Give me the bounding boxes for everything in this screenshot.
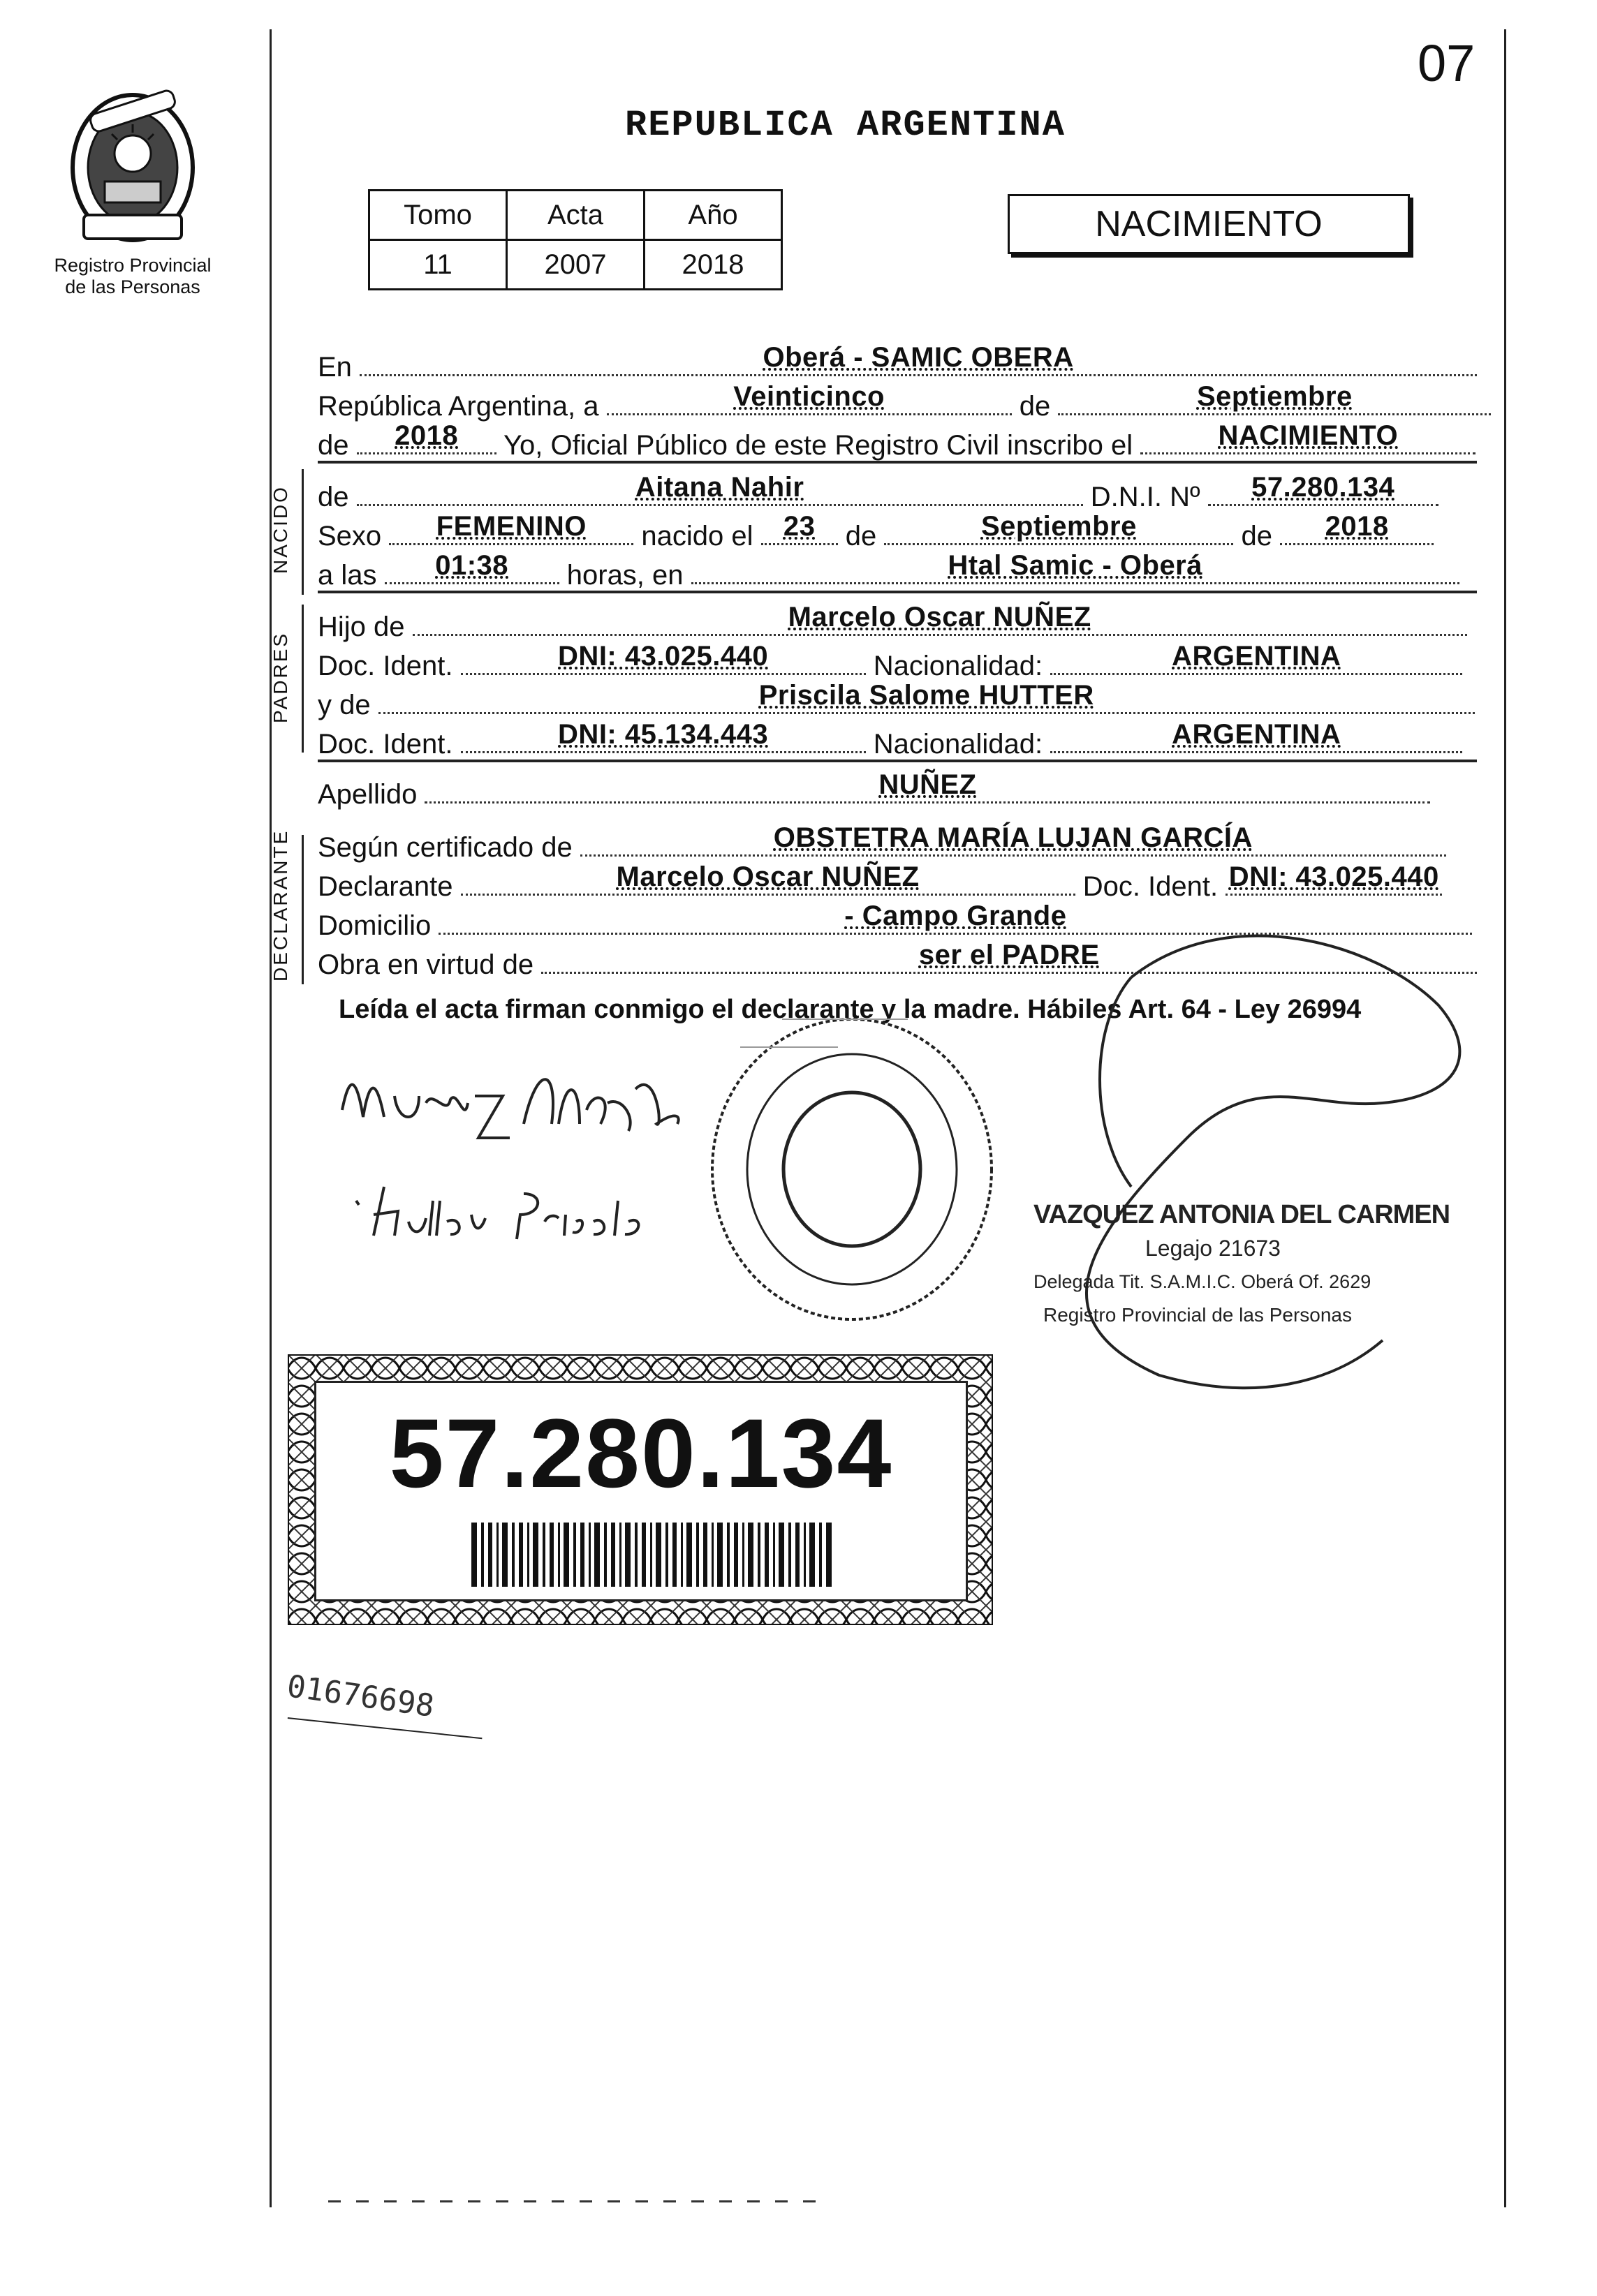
padre-nac-field	[1050, 641, 1462, 675]
doc-label: Doc. Ident.	[318, 651, 453, 681]
sexo-value: FEMENINO	[436, 511, 587, 542]
declarante-section-label: DECLARANTE	[270, 829, 291, 982]
hora-row	[318, 550, 1459, 592]
round-stamp-icon	[698, 1005, 1006, 1333]
padre-nac-value: ARGENTINA	[1172, 641, 1341, 672]
registro-table	[368, 189, 783, 290]
left-margin-line	[270, 29, 272, 2207]
dia-value: Veinticinco	[733, 381, 885, 412]
declarante-doc-value: DNI: 43.025.440	[1228, 861, 1439, 892]
lugar-value: Oberá - SAMIC OBERA	[763, 342, 1074, 373]
hijo-label: Hijo de	[318, 612, 405, 642]
inscripcion-row	[318, 420, 1475, 462]
domicilio-label: Domicilio	[318, 910, 432, 941]
declarante-field	[461, 861, 1075, 896]
dia-field	[761, 511, 838, 545]
mes-value: Septiembre	[1196, 381, 1353, 412]
anio-field	[1280, 511, 1434, 545]
stamp-name: VAZQUEZ ANTONIA DEL CARMEN	[1033, 1200, 1450, 1229]
stamp-registro: Registro Provincial de las Personas	[1043, 1304, 1352, 1326]
nombre-row	[318, 472, 1438, 514]
yo-text: Yo, Oficial Público de este Registro Civil inscribo el	[503, 430, 1133, 461]
sexo-label: Sexo	[318, 521, 382, 551]
nacido-label: nacido el	[641, 521, 753, 551]
padres-section-label: PADRES	[270, 631, 291, 723]
madre-doc-field	[461, 719, 866, 753]
nacionalidad-label: Nacionalidad:	[873, 729, 1043, 760]
control-underline	[288, 1717, 483, 1739]
divider-3	[318, 760, 1477, 762]
nacido-section-label: NACIDO	[270, 485, 291, 574]
padre-doc-value: DNI: 43.025.440	[558, 641, 769, 672]
padre-field	[413, 602, 1467, 636]
acta-header: Acta	[507, 191, 645, 240]
madre-row	[318, 680, 1475, 722]
control-number: 01676698	[284, 1668, 436, 1724]
anio-value: 2018	[395, 420, 459, 451]
anio-value: 2018	[645, 240, 782, 290]
apellido-value: NUÑEZ	[878, 769, 977, 800]
domicilio-value: - Campo Grande	[844, 901, 1067, 931]
virtud-value: ser el PADRE	[918, 940, 1100, 970]
certificado-row	[318, 822, 1446, 864]
apellido-field	[425, 769, 1430, 803]
lugar-nacimiento-value: Htal Samic - Oberá	[948, 550, 1202, 581]
anio-field	[357, 420, 496, 454]
nombre-value: Aitana Nahir	[635, 472, 804, 503]
tipo-field	[1140, 420, 1475, 454]
doc-label: Doc. Ident.	[1082, 871, 1219, 902]
nacido-bracket	[302, 469, 304, 595]
declarante-label: Declarante	[318, 871, 453, 902]
stamp-legajo: Legajo 21673	[1145, 1236, 1281, 1261]
madre-value: Priscila Salome HUTTER	[758, 680, 1094, 711]
official-stamp	[1033, 1198, 1450, 1332]
de-label: de	[318, 482, 349, 512]
barcode-icon	[471, 1523, 834, 1587]
tomo-header: Tomo	[369, 191, 507, 240]
madre-nac-field	[1050, 719, 1462, 753]
padre-row	[318, 602, 1467, 644]
lugar-nacimiento-field	[691, 550, 1459, 584]
alas-label: a las	[318, 560, 377, 591]
madre-nac-value: ARGENTINA	[1172, 719, 1341, 750]
declarante-value: Marcelo Oscar NUÑEZ	[616, 861, 920, 892]
de-label: de	[1241, 521, 1273, 551]
madre-doc-value: DNI: 45.134.443	[558, 719, 769, 750]
en-row	[318, 342, 1477, 384]
fecha-row	[318, 381, 1491, 423]
divider-2	[318, 591, 1477, 593]
de-label: de	[1019, 391, 1051, 422]
hora-field	[385, 550, 559, 584]
anio-value: 2018	[1325, 511, 1389, 542]
republica-label: República Argentina, a	[318, 391, 599, 422]
page-title: REPUBLICA ARGENTINA	[625, 105, 1066, 146]
dni-label-number: 57.280.134	[389, 1398, 893, 1508]
misiones-seal-icon	[56, 84, 209, 251]
mes-field	[1058, 381, 1491, 415]
dni-field	[1208, 472, 1438, 506]
padre-doc-row	[318, 641, 1462, 683]
anio-header: Año	[645, 191, 782, 240]
declarante-bracket	[302, 835, 304, 984]
yde-label: y de	[318, 690, 371, 720]
madre-field	[378, 680, 1475, 714]
sexo-row	[318, 511, 1434, 553]
madre-doc-row	[318, 719, 1462, 761]
logo-label-line2: de las Personas	[65, 276, 200, 297]
certificado-field	[580, 822, 1446, 857]
nacionalidad-label: Nacionalidad:	[873, 651, 1043, 681]
right-margin-line	[1504, 29, 1506, 2207]
dia-field	[607, 381, 1012, 415]
sexo-field	[389, 511, 633, 545]
nombre-field	[357, 472, 1083, 506]
dni-label-inner	[314, 1381, 968, 1601]
closing-text: Leída el acta firman conmigo el declarante y la madre. Hábiles Art. 64 - Ley 26994	[339, 995, 1362, 1024]
tomo-value: 11	[369, 240, 507, 290]
father-signature	[328, 1047, 691, 1173]
padre-value: Marcelo Oscar NUÑEZ	[788, 602, 1091, 632]
official-round-stamp	[698, 1005, 1006, 1333]
doc-label: Doc. Ident.	[318, 729, 453, 760]
padres-bracket	[302, 605, 304, 753]
provincial-logo	[28, 84, 237, 298]
stamp-cargo: Delegada Tit. S.A.M.I.C. Oberá Of. 2629	[1033, 1271, 1371, 1292]
dni-label: D.N.I. Nº	[1090, 482, 1200, 512]
hora-value: 01:38	[435, 550, 509, 581]
page-number: 07	[1418, 34, 1475, 92]
dia-value: 23	[783, 511, 816, 542]
lugar-field	[360, 342, 1477, 376]
apellido-label: Apellido	[318, 779, 418, 810]
en-label: En	[318, 352, 352, 383]
de-label: de	[318, 430, 349, 461]
de-label: de	[845, 521, 877, 551]
padre-doc-field	[461, 641, 866, 675]
mes-field	[884, 511, 1233, 545]
divider-1	[318, 461, 1477, 464]
dni-value: 57.280.134	[1251, 472, 1395, 503]
footer-artifact	[328, 2200, 817, 2202]
certificado-value: OBSTETRA MARÍA LUJAN GARCÍA	[773, 822, 1253, 853]
horas-label: horas, en	[566, 560, 684, 591]
obra-label: Obra en virtud de	[318, 949, 534, 980]
mother-signature	[342, 1173, 663, 1250]
tipo-value: NACIMIENTO	[1218, 420, 1399, 451]
acta-value: 2007	[507, 240, 645, 290]
logo-label-line1: Registro Provincial	[54, 255, 212, 276]
dni-label-box	[288, 1354, 993, 1625]
segun-label: Según certificado de	[318, 832, 573, 863]
apellido-row	[318, 769, 1430, 811]
mes-value: Septiembre	[980, 511, 1137, 542]
document-type-box: NACIMIENTO	[1008, 194, 1410, 254]
